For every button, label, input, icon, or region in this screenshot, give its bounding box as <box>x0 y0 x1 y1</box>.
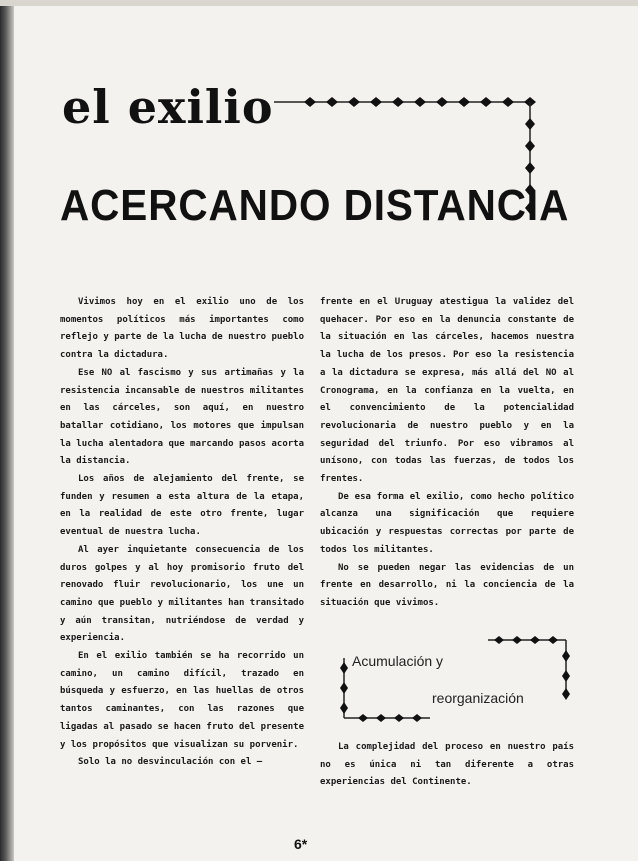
paragraph: No se pueden negar las evidencias de un frente en desarrollo, ni la conciencia de la situación que vivimos. <box>320 562 574 608</box>
page-title: el exilio <box>62 80 274 134</box>
paragraph: Solo la no desvinculación con el — <box>78 757 263 768</box>
right-column <box>320 294 574 613</box>
paragraph: frente en el Uruguay atestigua la validez del quehacer. Por eso en la denuncia constante de la situación en las cárceles, hacemos nuestra la lucha de los presos. Por eso la resistencia a la dictadura se expresa, más allá del NO al Cronograma, en la confianza en la vuelta, en el convencimiento de la potencialidad revolucionaria de nuestro pueblo y en la seguridad del triunfo. Por eso vibramos al unísono, con todas las fuerzas, de todos los frentes. <box>320 297 574 485</box>
paragraph: En el exilio también se ha recorrido un camino, un camino difícil, trazado en búsqueda y esfuerzo, en las huellas de otros tantos caminantes, con las razones que ligadas al pasado se hacen fruto del presente y los propósitos que visualizan su porvenir. <box>60 651 304 750</box>
paragraph: Ese NO al fascismo y sus artimañas y la resistencia incansable de nuestros militantes en las cárceles, son aquí, en nuestro batallar cotidiano, los motores que impulsan la lucha alentadora que marcando pasos acorta la distancia. <box>60 367 304 467</box>
right-column-bottom <box>320 739 574 792</box>
subheading-line-1: Acumulación y <box>352 653 444 669</box>
subheading-line-2: reorganización <box>432 690 524 706</box>
headline: ACERCANDO DISTANCIA <box>60 181 570 230</box>
paragraph: La complejidad del proceso en nuestro país no es única ni tan diferente a otras experiencias del Continente. <box>320 742 574 788</box>
paragraph: Al ayer inquietante consecuencia de los duros golpes y al hoy promisorio fruto del renovado fluir revolucionario, los une un camino que pueblo y militantes han transitado y aún transitan, nutriéndose de verdad y experiencia. <box>60 544 304 644</box>
page <box>14 6 638 861</box>
left-column <box>60 294 304 772</box>
scan-left-edge <box>0 0 14 861</box>
subheading-chain-ornament <box>338 634 574 724</box>
page-number: 6* <box>294 836 308 852</box>
paragraph: Vivimos hoy en el exilio uno de los momentos políticos más importantes como reflejo y parte de la lucha de nuestro pueblo contra la dictadura. <box>60 297 304 361</box>
paragraph: Los años de alejamiento del frente, se funden y resumen a esta altura de la etapa, en la realidad de este otro frente, lugar eventual de nuestra lucha. <box>60 474 304 538</box>
paragraph: De esa forma el exilio, como hecho político alcanza una significación que requiere ubicación y respuestas correctas por parte de todos los militantes. <box>320 491 574 555</box>
